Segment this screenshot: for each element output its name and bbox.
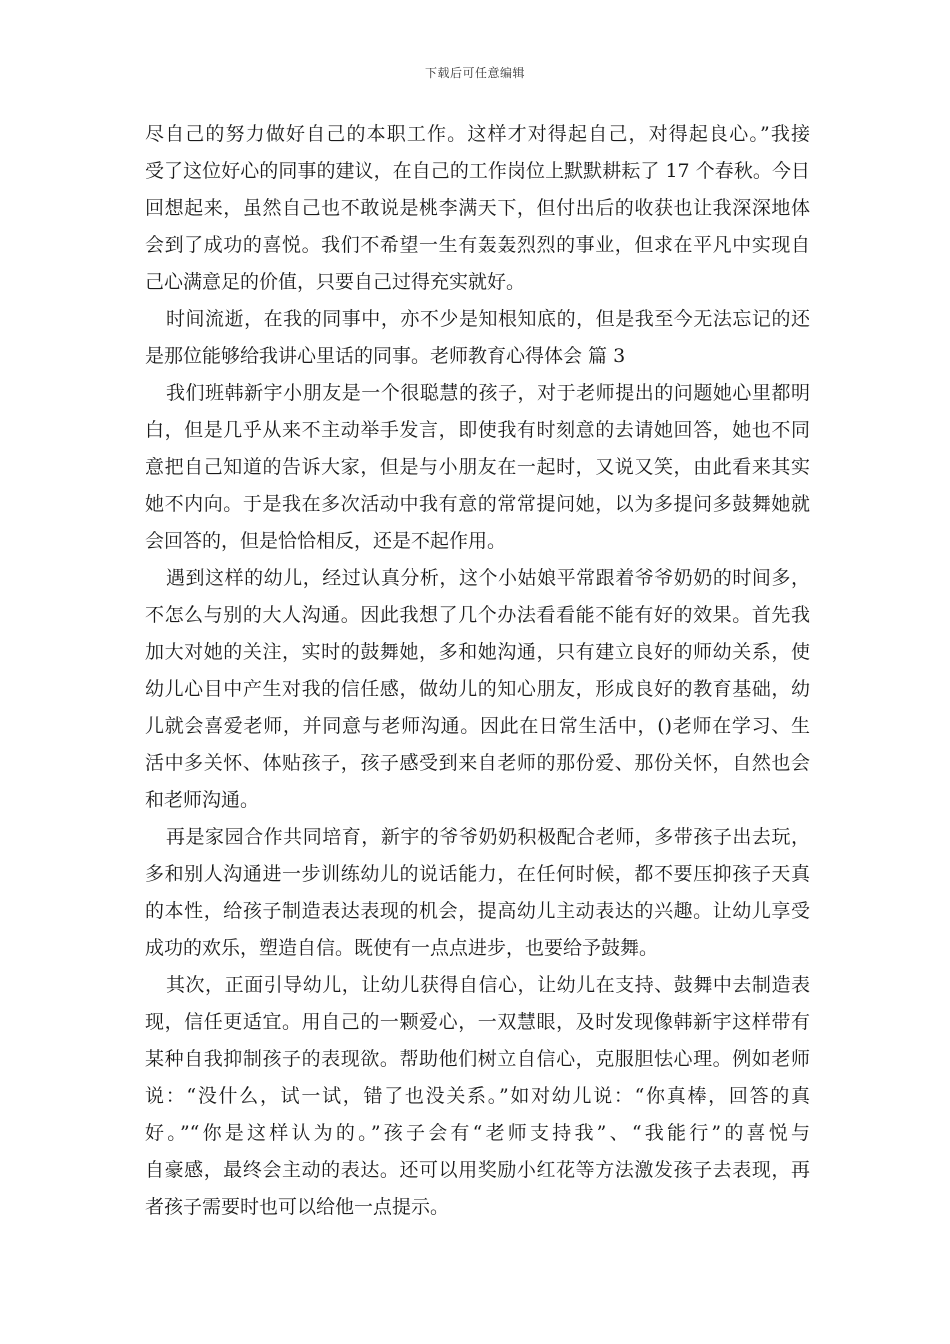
text-line: 白，但是几乎从来不主动举手发言，即使我有时刻意的去请她回答，她也不同 <box>145 419 810 441</box>
text-line: 她不内向。于是我在多次活动中我有意的常常提问她，以为多提问多鼓舞她就 <box>145 493 810 515</box>
document-body <box>145 116 810 1226</box>
text-line: 不怎么与别的大人沟通。因此我想了几个办法看看能不能有好的效果。首先我 <box>145 604 810 626</box>
text-line: 加大对她的关注，实时的鼓舞她，多和她沟通，只有建立良好的师幼关系，使 <box>145 641 810 663</box>
text-line: 我们班韩新宇小朋友是一个很聪慧的孩子，对于老师提出的问题她心里都明 <box>166 382 810 404</box>
text-line: 说：“没什么，试一试，错了也没关系。”如对幼儿说：“你真棒，回答的真 <box>145 1085 810 1107</box>
text-line: 某种自我抑制孩子的表现欲。帮助他们树立自信心，克服胆怯心理。例如老师 <box>145 1048 810 1070</box>
text-line: 尽自己的努力做好自己的本职工作。这样才对得起自己，对得起良心。”我接 <box>145 123 810 145</box>
text-line: 是那位能够给我讲心里话的同事。老师教育心得体会 篇 3 <box>145 345 626 367</box>
text-line: 活中多关怀、体贴孩子，孩子感受到来自老师的那份爱、那份关怀，自然也会 <box>145 752 810 774</box>
text-line: 己心满意足的价值，只要自己过得充实就好。 <box>145 271 526 293</box>
text-line: 儿就会喜爱老师，并同意与老师沟通。因此在日常生活中，()老师在学习、生 <box>145 715 810 737</box>
text-line: 和老师沟通。 <box>145 789 260 811</box>
text-line: 会回答的，但是恰恰相反，还是不起作用。 <box>145 530 507 552</box>
text-line: 时间流逝，在我的同事中，亦不少是知根知底的，但是我至今无法忘记的还 <box>166 308 810 330</box>
text-line: 者孩子需要时也可以给他一点提示。 <box>145 1196 450 1218</box>
text-line: 受了这位好心的同事的建议，在自己的工作岗位上默默耕耘了 17 个春秋。今日 <box>145 160 810 182</box>
text-line: 意把自己知道的告诉大家，但是与小朋友在一起时，又说又笑，由此看来其实 <box>145 456 810 478</box>
text-line: 现，信任更适宜。用自己的一颗爱心，一双慧眼，及时发现像韩新宇这样带有 <box>145 1011 810 1033</box>
text-line: 会到了成功的喜悦。我们不希望一生有轰轰烈烈的事业，但求在平凡中实现自 <box>145 234 810 256</box>
page-header: 下载后可任意编辑 <box>424 66 525 80</box>
text-line: 成功的欢乐，塑造自信。既使有一点点进步，也要给予鼓舞。 <box>145 937 659 959</box>
text-line: 再是家园合作共同培育，新宇的爷爷奶奶积极配合老师，多带孩子出去玩， <box>166 826 810 848</box>
text-line: 的本性，给孩子制造表达表现的机会，提高幼儿主动表达的兴趣。让幼儿享受 <box>145 900 810 922</box>
text-line: 回想起来，虽然自己也不敢说是桃李满天下，但付出后的收获也让我深深地体 <box>145 197 810 219</box>
text-line: 多和别人沟通进一步训练幼儿的说话能力，在任何时候，都不要压抑孩子天真 <box>145 863 810 885</box>
text-line: 其次，正面引导幼儿，让幼儿获得自信心，让幼儿在支持、鼓舞中去制造表 <box>166 974 810 996</box>
text-line: 好。”“你是这样认为的。”孩子会有“老师支持我”、“我能行”的喜悦与 <box>145 1122 810 1144</box>
text-line: 自豪感，最终会主动的表达。还可以用奖励小红花等方法激发孩子去表现，再 <box>145 1159 810 1181</box>
text-line: 遇到这样的幼儿，经过认真分析，这个小姑娘平常跟着爷爷奶奶的时间多， <box>166 567 810 589</box>
text-line: 幼儿心目中产生对我的信任感，做幼儿的知心朋友，形成良好的教育基础，幼 <box>145 678 810 700</box>
